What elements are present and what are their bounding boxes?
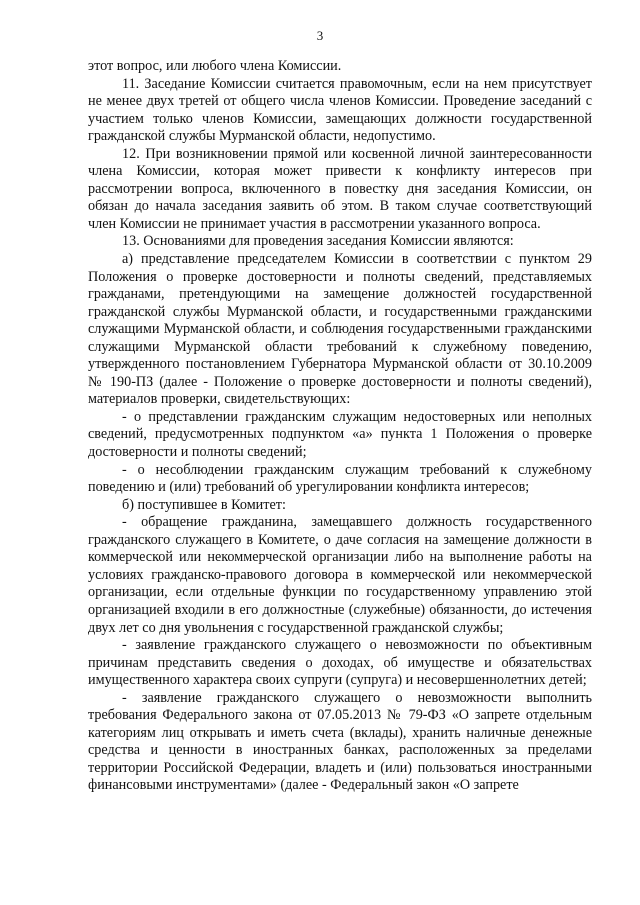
paragraph-13a: а) представление председателем Комиссии в соответствии с пунктом 29 Положения о проверке достоверности и полноты сведений, представляемых гражданами, претендующими на замещение должностей государственной гражданской службы Мурманской области, и государственными гражданскими служащими Мурманской области, и соблюдения государственными гражданскими служащими Мурманской области требований к служебному поведению, утвержденного постановлением Губернатора Мурманской области от 30.10.2009 № 190-ПЗ (далее - Положение о проверке достоверности и полноты сведений), материалов проверки, свидетельствующих:: [88, 251, 592, 408]
paragraph-13b-item-2: - заявление гражданского служащего о невозможности по объективным причинам представить сведения о доходах, об имуществе и обязательствах имущественного характера своих супруги (супруга) и несовершеннолетних детей;: [88, 637, 592, 689]
paragraph-13a-item-1: - о представлении гражданским служащим недостоверных или неполных сведений, предусмотренных подпунктом «а» пункта 1 Положения о проверке достоверности и полноты сведений;: [88, 408, 592, 461]
paragraph-12: 12. При возникновении прямой или косвенной личной заинтересованности члена Комиссии, которая может привести к конфликту интересов при рассмотрении вопроса, включенного в повестку дня заседания Комиссии, он обязан до начала заседания заявить об этом. В таком случае соответствующий член Комиссии не принимает участия в рассмотрении указанного вопроса.: [88, 145, 592, 232]
paragraph-13b: б) поступившее в Комитет:: [122, 496, 286, 513]
paragraph-11: 11. Заседание Комиссии считается правомочным, если на нем присутствует не менее двух третей от общего числа членов Комиссии. Проведение заседаний с участием только членов Комиссии, замещающих должности государственной гражданской службы Мурманской области, недопустимо.: [88, 75, 592, 145]
document-body: [88, 58, 592, 795]
paragraph-continuation: этот вопрос, или любого члена Комиссии.: [88, 58, 342, 74]
paragraph-13a-item-2: - о несоблюдении гражданским служащим требований к служебному поведению и (или) требований об урегулировании конфликта интересов;: [88, 461, 592, 496]
paragraph-13b-item-1: - обращение гражданина, замещавшего должность государственного гражданского служащего в Комитете, о даче согласия на замещение должности в коммерческой или некоммерческой организации либо на выполнение работы на условиях гражданско-правового договора в коммерческой или некоммерческой организации, если отдельные функции по государственному управлению этой организацией входили в его должностные (служебные) обязанности, до истечения двух лет со дня увольнения с государственной гражданской службы;: [88, 514, 592, 636]
page-number: 3: [316, 28, 324, 43]
paragraph-13b-item-3: - заявление гражданского служащего о невозможности выполнить требования Федерального закона от 07.05.2013 № 79-ФЗ «О запрете отдельным категориям лиц открывать и иметь счета (вклады), хранить наличные денежные средства и ценности в иностранных банках, расположенных за пределами территории Российской Федерации, владеть и (или) пользоваться иностранными финансовыми инструментами» (далее - Федеральный закон «О запрете: [88, 689, 592, 794]
paragraph-13: 13. Основаниями для проведения заседания Комиссии являются:: [122, 233, 514, 250]
